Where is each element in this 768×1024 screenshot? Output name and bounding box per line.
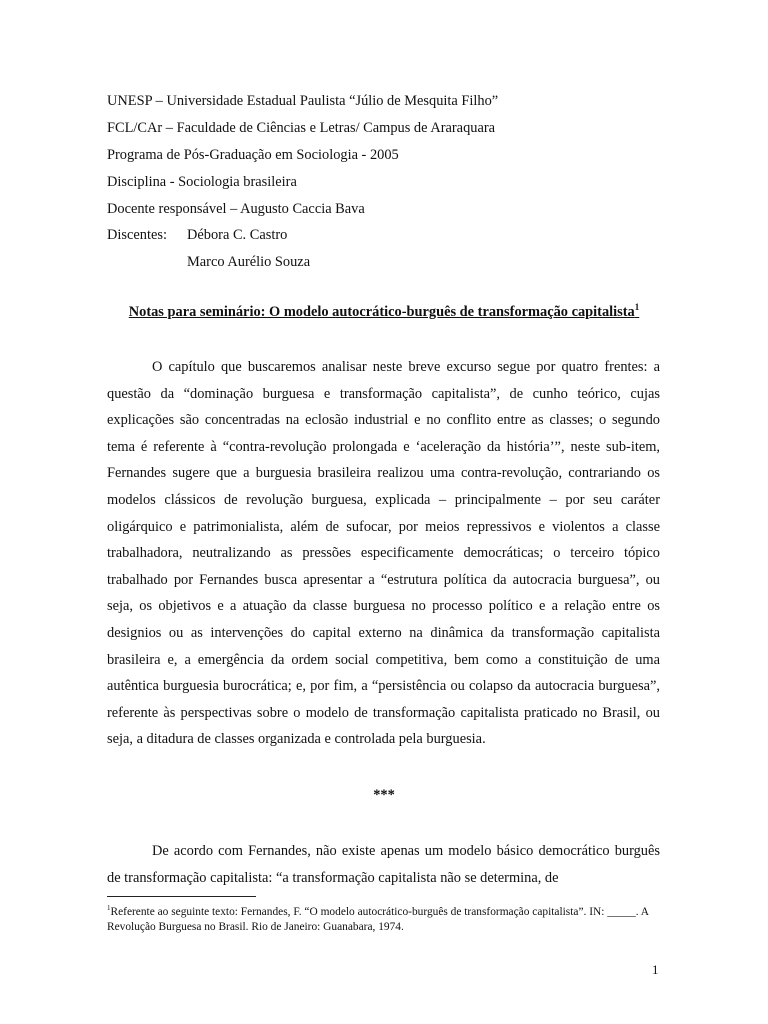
student-name-2: Marco Aurélio Souza xyxy=(187,254,311,270)
document-title-text: Notas para seminário: O modelo autocrático-burguês de transformação capitalista xyxy=(128,304,635,320)
title-footnote-marker: 1 xyxy=(634,302,640,313)
program-line: Programa de Pós-Graduação em Sociologia - 2005 xyxy=(107,147,399,163)
footnote-text: Referente ao seguinte texto: Fernandes, F. “O modelo autocrático-burguês de transformação capitalista”. IN: _____. A Revolução Burguesa no Brasil. Rio de Janeiro: Guanabara, 1974. xyxy=(107,906,649,933)
students-label: Discentes: xyxy=(107,227,167,243)
document-title xyxy=(0,304,768,321)
discipline-line: Disciplina - Sociologia brasileira xyxy=(107,174,297,190)
page-number: 1 xyxy=(652,962,659,977)
section-separator: *** xyxy=(373,787,395,803)
footnote-divider xyxy=(107,896,256,897)
body-paragraph-2: De acordo com Fernandes, não existe apenas um modelo básico democrático burguês de transformação capitalista: “a transformação capitalista não se determina, de xyxy=(107,843,660,886)
institution-line: UNESP – Universidade Estadual Paulista “Júlio de Mesquita Filho” xyxy=(107,93,499,109)
footnote xyxy=(107,905,667,935)
footnote-marker: 1 xyxy=(107,904,111,913)
student-name-1: Débora C. Castro xyxy=(187,227,288,243)
teacher-line: Docente responsável – Augusto Caccia Bava xyxy=(107,201,365,217)
body-paragraph-1: O capítulo que buscaremos analisar neste breve excurso segue por quatro frentes: a questão da “dominação burguesa e transformação capitalista”, de cunho teórico, cujas explicações são concentradas na eclosão industrial e no conflito entre as classes; o segundo tema é referente à “contra-revolução prolongada e ‘aceleração da história’”, neste sub-item, Fernandes sugere que a burguesia brasileira realizou uma contra-revolução, contrariando os modelos clássicos de revolução burguesa, explicada – principalmente – por seu caráter oligárquico e patrimonialista, além de sufocar, por meios repressivos e violentos a classe trabalhadora, neutralizando as pressões especificamente democráticas; o terceiro tópico trabalhado por Fernandes busca apresentar a “estrutura política da autocracia burguesa”, ou seja, os objetivos e a atuação da classe burguesa no processo político e a relação entre os designios ou as intervenções do capital externo na dinâmica da transformação capitalista brasileira e, a emergência da ordem social competitiva, bem como a constituição de uma autêntica burguesia burocrática; e, por fim, a “persistência ou colapso da autocracia burguesa”, referente às perspectivas sobre o modelo de transformação capitalista praticado no Brasil, ou seja, a ditadura de classes organizada e controlada pela burguesia. xyxy=(107,359,660,748)
faculty-line: FCL/CAr – Faculdade de Ciências e Letras/ Campus de Araraquara xyxy=(107,120,496,136)
